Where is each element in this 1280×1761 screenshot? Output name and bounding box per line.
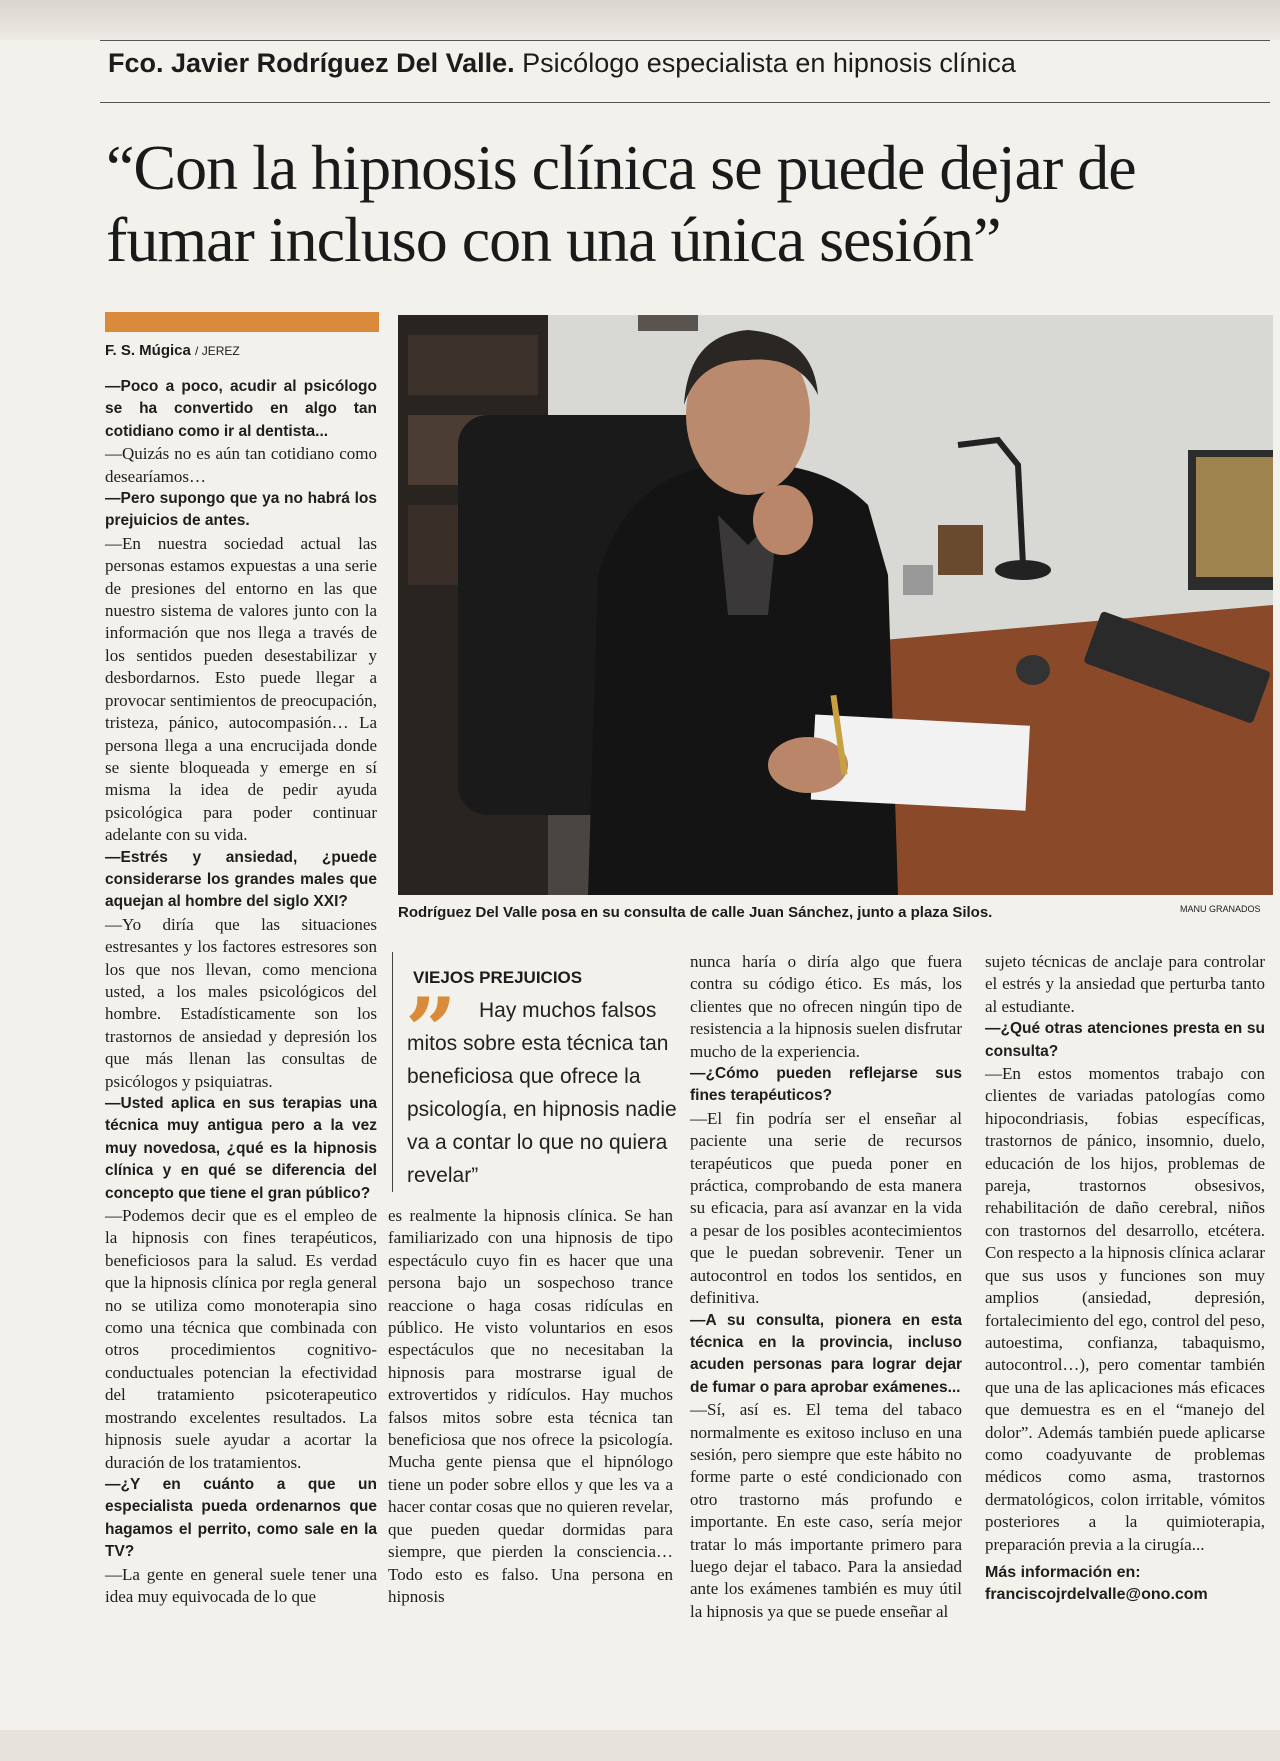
- previous-page-bleed: [0, 0, 1280, 40]
- photo-caption: Rodríguez Del Valle posa en su consulta de calle Juan Sánchez, junto a plaza Silos.: [398, 904, 993, 921]
- interviewee-name: Fco. Javier Rodríguez Del Valle.: [108, 48, 515, 78]
- byline-rule: [100, 102, 1270, 103]
- next-page-bleed: [0, 1730, 1280, 1761]
- interview-answer: —Podemos decir que es el empleo de la hipnosis con fines terapéuticos, beneficiosos para la salud. Es verdad que la hipnosis clínica por regla general no se utiliza como monoterapia sino como una técnica que combinada con otros procedimientos cognitivo-conductuales potencian la efectividad del tratamiento psicoterapeutico mostrando excelentes resultados. La hipnosis suele ayudar a acortar la duración de los tratamientos.: [105, 1206, 377, 1472]
- interview-question: —¿Cómo pueden reflejarse sus fines terapéuticos?: [690, 1065, 962, 1105]
- interview-answer: —El fin podría ser el enseñar al paciente una serie de recursos terapéuticos que pueda poner en práctica, comprobando de esta manera su eficacia, para así avanzar en la vida a pesar de los posibles acontecimientos que le puedan sobrevenir. Tener un autocontrol en todos los sentidos, en definitiva.: [690, 1108, 962, 1308]
- article-column-2: [388, 1205, 673, 1608]
- interview-answer: —Sí, así es. El tema del tabaco normalmente es exitoso incluso en una sesión, pero siempre que este hábito no forme parte o esté condicionado con otro trastorno más profundo e importante. En este caso, sería mejor tratar lo más importante primero para luego dejar el tabaco. Para la ansiedad ante los exámenes también es muy útil la hipnosis ya que se puede enseñar al: [690, 1400, 962, 1621]
- interview-answer: es realmente la hipnosis clínica. Se han familiarizado con una hipnosis de tipo espectáculo cuyo fin es hacer que una persona bajo un sospechoso trance reaccione o haga cosas ridículas en público. He visto voluntarios en esos espectáculos que no necesitaban la hipnosis para mostrarse igual de extrovertidos y ridículos. Hay muchos falsos mitos sobre esta técnica tan beneficiosa que nos ofrece la psicología. Mucha gente piensa que el hipnólogo tiene un poder sobre ellos y que les va a hacer contar cosas que no quieren revelar, que pueden quedar dormidas para siempre, que pierden la consciencia… Todo esto es falso. Una persona en hipnosis: [388, 1206, 673, 1606]
- interview-answer: nunca haría o diría algo que fuera contra su código ético. Es más, los clientes que no ofrecen ningún tipo de resistencia a la hipnosis suelen disfrutar mucho de la experiencia.: [690, 952, 962, 1061]
- interview-question: —¿Qué otras atenciones presta en su consulta?: [985, 1020, 1265, 1060]
- article-author: [105, 342, 240, 359]
- interview-question: —¿Y en cuánto a que un especialista pueda ordenarnos que hagamos el perrito, como sale en la TV?: [105, 1475, 377, 1561]
- interview-answer: —En nuestra sociedad actual las personas estamos expuestas a una serie de presiones del entorno en las que nuestro sistema de valores junto con la información que nos llega a través de los sentidos pueden desestabilizar y desbordarnos. Esto puede llegar a provocar sentimientos de preocupación, tristeza, pánico, autocompasión… La persona llega a una encrucijada donde se siente bloqueada y emerge en sí misma la idea de pedir ayuda psicológica para poder continuar adelante con su vida.: [105, 533, 377, 845]
- top-rule: [100, 40, 1270, 41]
- photo-credit: MANU GRANADOS: [1180, 904, 1261, 914]
- interview-question: —Poco a poco, acudir al psicólogo se ha convertido en algo tan cotidiano como ir al dentista...: [105, 378, 377, 440]
- photo-illustration: [398, 315, 1273, 895]
- article-column-1: [105, 376, 377, 1608]
- author-place: / JEREZ: [195, 344, 240, 358]
- interview-question: —Pero supongo que ya no habrá los prejuicios de antes.: [105, 490, 377, 530]
- interview-question: —Usted aplica en sus terapias una técnica muy antigua pero a la vez muy novedosa, ¿qué es la hipnosis clínica y en qué se diferencia del concepto que tiene el gran público?: [105, 1095, 377, 1202]
- article-headline: “Con la hipnosis clínica se puede dejar de fumar incluso con una única sesión”: [106, 132, 1136, 275]
- article-column-3: [690, 951, 962, 1623]
- interview-answer: —Quizás no es aún tan cotidiano como desearíamos…: [105, 444, 377, 486]
- orange-accent-bar: [105, 312, 379, 332]
- article-column-4: [985, 951, 1265, 1607]
- pull-quote-title: VIEJOS PREJUICIOS: [413, 968, 583, 987]
- interviewee-byline: [108, 48, 1258, 79]
- pull-quote-box: [392, 952, 683, 1192]
- author-name: F. S. Múgica: [105, 342, 191, 359]
- interview-answer: sujeto técnicas de anclaje para controlar el estrés y la ansiedad que perturba tanto al estudiante.: [985, 952, 1265, 1016]
- interview-answer: —En estos momentos trabajo con clientes de variadas patologías como hipocondriasis, fobias específicas, trastornos de pánico, insomnio, duelo, educación de los hijos, problemas de pareja, trastornos obsesivos, rehabilitación de daño cerebral, niños con trastornos del desarrollo, etcétera. Con respecto a la hipnosis clínica aclarar que sus usos y funciones son muy amplios (ansiedad, depresión, fortalecimiento del ego, control del peso, autoestima, confianza, tabaquismo, autocontrol…), pero comentar también que una de las aplicaciones más eficaces que demuestra es en el “manejo del dolor”. Además también puede aplicarse como coadyuvante de problemas médicos como asma, trastornos dermatológicos, colon irritable, vómitos posteriores a la quimioterapia, preparación previa a la cirugía...: [985, 1064, 1265, 1554]
- quote-mark-icon: ”: [405, 978, 457, 1084]
- interview-answer: —La gente en general suele tener una idea muy equivocada de lo que: [105, 1564, 377, 1606]
- pull-quote-text: Hay muchos falsos mitos sobre esta técnica tan beneficiosa que ofrece la psicología, en hipnosis nadie va a contar lo que no quiera revelar”: [407, 999, 677, 1187]
- interview-answer: —Yo diría que las situaciones estresantes y los factores estresores son los que nos llevan, como menciona usted, a los males psicológicos del hombre. Estadísticamente son los trastornos de ansiedad y depresión los que más llenan las consultas de psicólogos y psiquiatras.: [105, 914, 377, 1091]
- interview-photo: [398, 315, 1273, 895]
- interview-question: —A su consulta, pionera en esta técnica en la provincia, incluso acuden personas para lograr dejar de fumar o para aprobar exámenes...: [690, 1311, 962, 1396]
- interview-question: —Estrés y ansiedad, ¿puede considerarse los grandes males que aquejan al hombre del siglo XXI?: [105, 848, 377, 911]
- interviewee-role: Psicólogo especialista en hipnosis clínica: [522, 48, 1016, 78]
- more-info-contact: Más información en: franciscojrdelvalle@ono.com: [985, 1563, 1208, 1604]
